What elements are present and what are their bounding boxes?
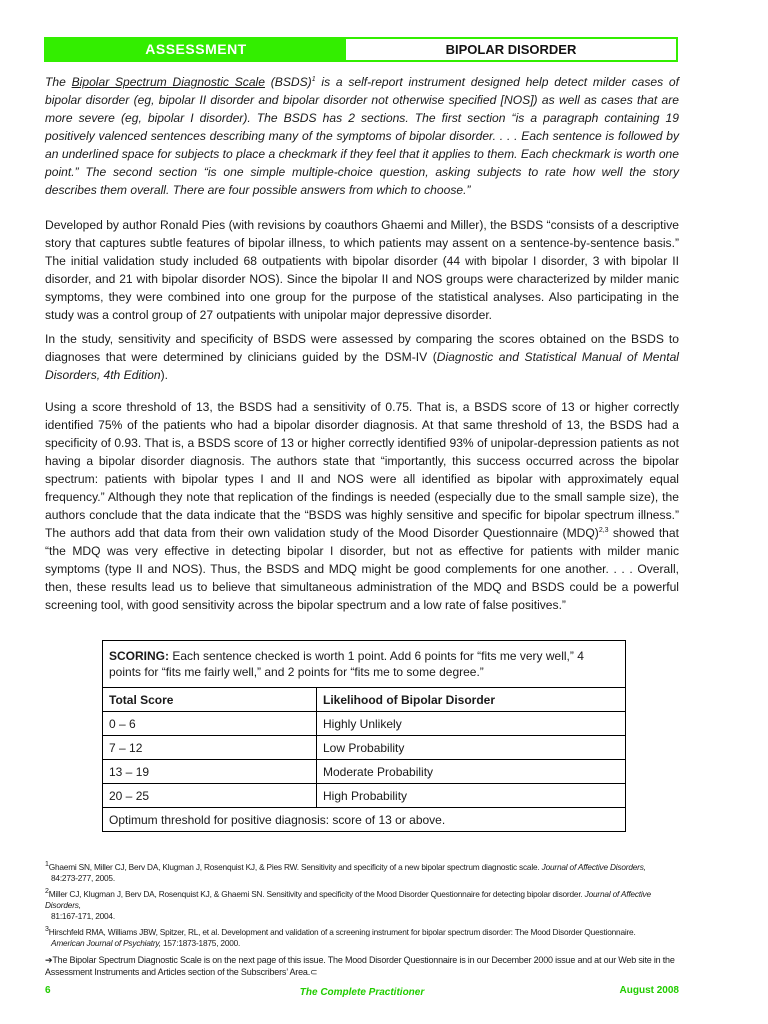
column-header-likelihood: Likelihood of Bipolar Disorder: [317, 688, 626, 712]
issue-date: August 2008: [619, 985, 679, 996]
reference-text: Hirschfeld RMA, Williams JBW, Spitzer, RL, et al. Development and validation of a screening instrument for bipolar spectrum disorder: The Mood Disorder Questionnaire.: [48, 927, 636, 937]
results-paragraph: [45, 398, 679, 614]
results-text-cont: showed that “the MDQ was very effective in detecting bipolar I disorder, but not as effective for patients with milder manic symptoms (type II and NOS). Thus, the BSDS and MDQ might be good complements for one another. . . . Overall, then, these results lead us to believe that simultaneous administration of the MDQ and BSDS could be a powerful screening tool, with good sensitivity across the bipolar spectrum and a low rate of false positives.”: [45, 526, 679, 612]
study-paragraph: [45, 330, 679, 384]
journal-name: The Complete Practitioner: [299, 987, 425, 998]
end-mark-icon: ⊂: [310, 967, 318, 977]
threshold-note: Optimum threshold for positive diagnosis: score of 13 or above.: [103, 808, 626, 832]
table-row: [103, 736, 626, 760]
reference-item: [45, 889, 679, 922]
reference-volume: 157:1873-1875, 2000.: [162, 938, 241, 948]
reference-number: 1: [45, 861, 49, 869]
intro-paragraph: [45, 73, 679, 199]
page-footer: [45, 985, 679, 999]
reference-volume: 84:273-277, 2005.: [51, 873, 115, 883]
study-end: ).: [160, 368, 169, 382]
footnote-ref-2-3: 2,3: [598, 526, 609, 534]
likelihood-value: High Probability: [317, 784, 626, 808]
table-row: [103, 784, 626, 808]
note-text: The Bipolar Spectrum Diagnostic Scale is on the next page of this issue. The Mood Disorder Questionnaire is in our December 2000 issue and at our Web site in the Assessment Instruments and Articles section of the Subscribers’ Area.: [45, 955, 675, 977]
table-row: [103, 712, 626, 736]
score-range: 7 – 12: [103, 736, 317, 760]
results-text: Using a score threshold of 13, the BSDS had a sensitivity of 0.75. That is, a BSDS score of 13 or higher correctly identified 75% of the patients who had a bipolar disorder diagnosis. At that same threshold of 13, the BSDS had a specificity of 0.93. That is, a BSDS score of 13 or higher correctly identified 93% of unipolar-depression patients as not having a bipolar disorder diagnosis. The authors state that “importantly, this success occurred across the bipolar spectrum: patients with bipolar types I and II and NOS were all identified as bipolar with approximately equal frequency.” Although they note that replication of the findings is needed (especially due to the small sample size), the authors conclude that the data indicate that the “BSDS was highly sensitive and specific for bipolar spectrum illness.” The authors add that data from their own validation study of the Mood Disorder Questionnaire (MDQ): [45, 400, 679, 540]
section-header: [44, 37, 678, 62]
scoring-table: [102, 640, 626, 832]
likelihood-value: Low Probability: [317, 736, 626, 760]
section-label: ASSESSMENT: [46, 39, 346, 60]
reference-text: Miller CJ, Klugman J, Berv DA, Rosenquist KJ, & Ghaemi SN. Sensitivity and specificity of the Mood Disorder Questionnaire for detecting bipolar disorder.: [48, 889, 585, 899]
reference-journal: Journal of Affective Disorders,: [541, 862, 646, 872]
score-range: 0 – 6: [103, 712, 317, 736]
reference-journal: Journal of Affective Disorders,: [45, 889, 651, 910]
study-text: In the study, sensitivity and specificity of BSDS were assessed by comparing the scores obtained on the BSDS to diagnoses that were determined by clinicians guided by the DSM-IV (: [45, 332, 679, 364]
reference-item: [45, 927, 679, 949]
likelihood-value: Moderate Probability: [317, 760, 626, 784]
score-range: 20 – 25: [103, 784, 317, 808]
dsm-title: Diagnostic and Statistical Manual of Mental Disorders, 4th Edition: [45, 350, 679, 382]
reference-number: 2: [45, 888, 49, 896]
reference-volume: 81:167-171, 2004.: [51, 911, 115, 921]
intro-abbrev: (BSDS): [264, 75, 312, 89]
column-header-total-score: Total Score: [103, 688, 317, 712]
reference-text: Ghaemi SN, Miller CJ, Berv DA, Klugman J, Rosenquist KJ, & Pies RW. Sensitivity and specificity of a new bipolar spectrum diagnostic scale.: [48, 862, 542, 872]
topic-label: BIPOLAR DISORDER: [445, 42, 577, 57]
score-range: 13 – 19: [103, 760, 317, 784]
bsds-title: Bipolar Spectrum Diagnostic Scale: [71, 75, 265, 89]
scoring-label: SCORING:: [109, 649, 169, 663]
intro-body: is a self-report instrument designed help detect milder cases of bipolar disorder (eg, bipolar II disorder and bipolar disorder not otherwise specified [NOS]) as well as cases that are more severe (eg, bipolar I disorder). The BSDS has 2 sections. The first section “is a paragraph containing 19 positively valenced sentences describing many of the symptoms of bipolar disorder. . . . Each sentence is followed by an underlined space for subjects to place a checkmark if they feel that it applies to them. Each checkmark is worth one point.” The second section “is one simple multiple-choice question, asking subjects to rate how well the story describes them overall. There are four possible answers from which to choose.”: [45, 75, 679, 197]
table-row: [103, 760, 626, 784]
arrow-icon: ➔: [45, 955, 53, 965]
references: [45, 862, 679, 978]
page-number: 6: [45, 985, 51, 996]
likelihood-value: Highly Unlikely: [317, 712, 626, 736]
next-page-note: [45, 954, 679, 978]
scoring-text: Each sentence checked is worth 1 point. Add 6 points for “fits me very well,” 4 points for “fits me fairly well,” and 2 points for “fits me to some degree.”: [109, 649, 584, 679]
scoring-instructions: [103, 641, 626, 688]
intro-lead: The: [45, 75, 72, 89]
reference-journal: American Journal of Psychiatry,: [51, 938, 161, 948]
reference-item: [45, 862, 679, 884]
reference-number: 3: [45, 926, 49, 934]
footnote-ref-1: 1: [311, 75, 316, 83]
development-paragraph: Developed by author Ronald Pies (with revisions by coauthors Ghaemi and Miller), the BSDS “consists of a descriptive story that captures subtle features of bipolar illness, to which patients may assent on a sentence-by-sentence basis.” The initial validation study included 68 outpatients with bipolar disorder (44 with bipolar I disorder, 3 with bipolar II disorder, and 21 with bipolar disorder NOS). Since the bipolar II and NOS groups were characterized by milder manic symptoms, they were combined into one group for the purpose of the statistical analyses. Also participating in the study was a control group of 27 outpatients with unipolar major depressive disorder.: [45, 218, 679, 322]
